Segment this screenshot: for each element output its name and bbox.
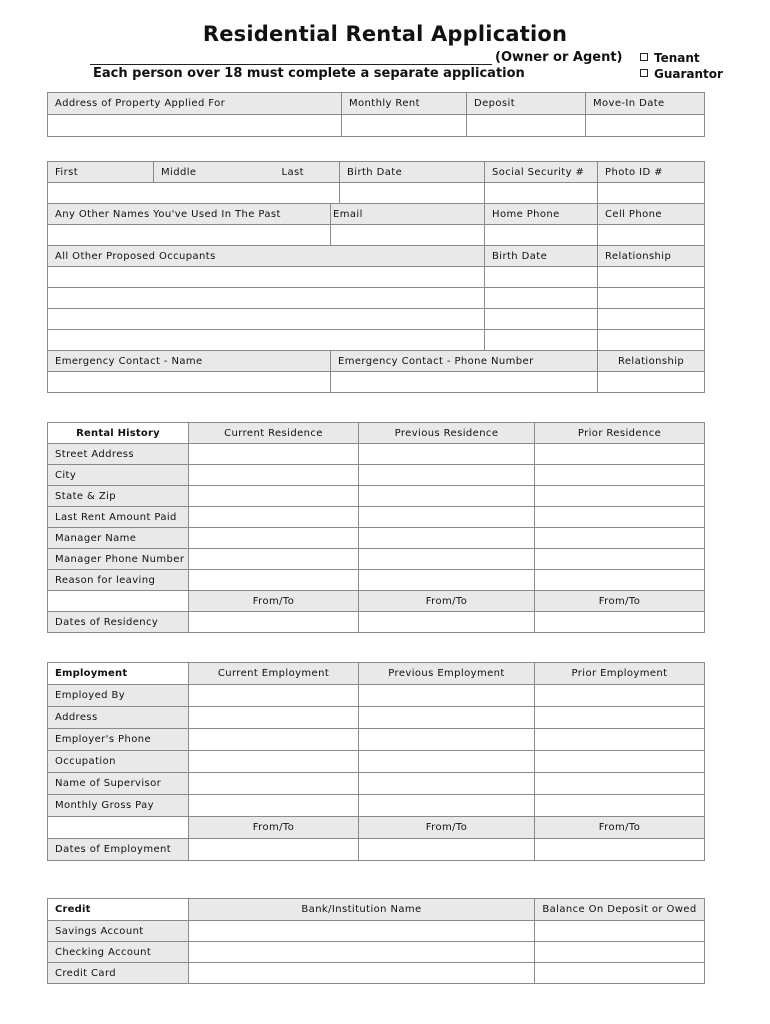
employment-from-to-header: From/To — [535, 817, 705, 839]
form-title: Residential Rental Application — [202, 22, 568, 46]
ssn-field[interactable] — [485, 183, 598, 204]
city-previous-field[interactable] — [359, 465, 535, 486]
manager-phone-current-field[interactable] — [189, 549, 359, 570]
residence-from-to-header: From/To — [189, 591, 359, 612]
dates-residency-current-field[interactable] — [189, 612, 359, 633]
employer-address-current-field[interactable] — [189, 707, 359, 729]
birth-date-header: Birth Date — [340, 162, 485, 183]
supervisor-label: Name of Supervisor — [48, 773, 189, 795]
employed-by-label: Employed By — [48, 685, 189, 707]
photo-id-field[interactable] — [598, 183, 705, 204]
email-field[interactable] — [331, 225, 485, 246]
supervisor-prior-field[interactable] — [535, 773, 705, 795]
rental-history-table — [47, 422, 705, 633]
occupant-relationship-field[interactable] — [598, 288, 705, 309]
full-name-field[interactable] — [48, 183, 340, 204]
employer-phone-prior-field[interactable] — [535, 729, 705, 751]
applicant-table — [47, 161, 705, 393]
employer-phone-label: Employer's Phone — [48, 729, 189, 751]
occupant-birth-date-header: Birth Date — [485, 246, 598, 267]
credit-card-bank-field[interactable] — [189, 963, 535, 984]
home-phone-field[interactable] — [485, 225, 598, 246]
gross-pay-label: Monthly Gross Pay — [48, 795, 189, 817]
middle-name-header: Middle — [154, 162, 275, 183]
manager-name-label: Manager Name — [48, 528, 189, 549]
state-zip-prior-field[interactable] — [535, 486, 705, 507]
occupant-name-field[interactable] — [48, 309, 485, 330]
emergency-phone-field[interactable] — [331, 372, 598, 393]
savings-balance-field[interactable] — [535, 921, 705, 942]
manager-phone-previous-field[interactable] — [359, 549, 535, 570]
deposit-header: Deposit — [467, 93, 586, 115]
owner-agent-label: (Owner or Agent) — [495, 50, 623, 65]
ssn-header: Social Security # — [485, 162, 598, 183]
employer-address-previous-field[interactable] — [359, 707, 535, 729]
emergency-name-header: Emergency Contact - Name — [48, 351, 331, 372]
emergency-relationship-field[interactable] — [598, 372, 705, 393]
gross-pay-current-field[interactable] — [189, 795, 359, 817]
dates-employment-prior-field[interactable] — [535, 839, 705, 861]
state-zip-previous-field[interactable] — [359, 486, 535, 507]
residence-from-to-header: From/To — [535, 591, 705, 612]
street-address-prior-field[interactable] — [535, 444, 705, 465]
credit-heading: Credit — [48, 899, 189, 921]
occupant-name-field[interactable] — [48, 330, 485, 351]
occupant-relationship-header: Relationship — [598, 246, 705, 267]
last-rent-previous-field[interactable] — [359, 507, 535, 528]
employed-by-current-field[interactable] — [189, 685, 359, 707]
occupation-prior-field[interactable] — [535, 751, 705, 773]
state-zip-label: State & Zip — [48, 486, 189, 507]
dates-employment-previous-field[interactable] — [359, 839, 535, 861]
city-label: City — [48, 465, 189, 486]
employment-from-to-header: From/To — [359, 817, 535, 839]
property-address-header: Address of Property Applied For — [48, 93, 342, 115]
state-zip-current-field[interactable] — [189, 486, 359, 507]
reason-leaving-current-field[interactable] — [189, 570, 359, 591]
checking-balance-field[interactable] — [535, 942, 705, 963]
last-rent-prior-field[interactable] — [535, 507, 705, 528]
manager-phone-label: Manager Phone Number — [48, 549, 189, 570]
previous-employment-header: Previous Employment — [359, 663, 535, 685]
occupant-name-field[interactable] — [48, 288, 485, 309]
employer-address-prior-field[interactable] — [535, 707, 705, 729]
occupant-relationship-field[interactable] — [598, 330, 705, 351]
dates-employment-label: Dates of Employment — [48, 839, 189, 861]
guarantor-checkbox[interactable] — [640, 69, 648, 77]
occupant-birth-date-field[interactable] — [485, 288, 598, 309]
checking-account-label: Checking Account — [48, 942, 189, 963]
gross-pay-prior-field[interactable] — [535, 795, 705, 817]
employment-heading: Employment — [48, 663, 189, 685]
tenant-label: Tenant — [654, 51, 700, 65]
manager-name-current-field[interactable] — [189, 528, 359, 549]
birth-date-field[interactable] — [340, 183, 485, 204]
bank-name-header: Bank/Institution Name — [189, 899, 535, 921]
employment-from-to-header: From/To — [189, 817, 359, 839]
manager-phone-prior-field[interactable] — [535, 549, 705, 570]
savings-bank-field[interactable] — [189, 921, 535, 942]
other-names-field[interactable] — [48, 225, 331, 246]
guarantor-label: Guarantor — [654, 67, 723, 81]
property-address-field[interactable] — [48, 115, 342, 137]
email-header: Email — [331, 204, 485, 225]
monthly-rent-header: Monthly Rent — [342, 93, 467, 115]
occupation-current-field[interactable] — [189, 751, 359, 773]
current-residence-header: Current Residence — [189, 423, 359, 444]
supervisor-previous-field[interactable] — [359, 773, 535, 795]
residence-from-to-header: From/To — [359, 591, 535, 612]
credit-table — [47, 898, 705, 984]
dates-residency-prior-field[interactable] — [535, 612, 705, 633]
move-in-date-field[interactable] — [586, 115, 705, 137]
cell-phone-field[interactable] — [598, 225, 705, 246]
last-rent-current-field[interactable] — [189, 507, 359, 528]
reason-leaving-label: Reason for leaving — [48, 570, 189, 591]
move-in-date-header: Move-In Date — [586, 93, 705, 115]
cell-phone-header: Cell Phone — [598, 204, 705, 225]
employer-address-label: Address — [48, 707, 189, 729]
property-table — [47, 92, 705, 137]
emergency-phone-header: Emergency Contact - Phone Number — [331, 351, 598, 372]
photo-id-header: Photo ID # — [598, 162, 705, 183]
street-address-previous-field[interactable] — [359, 444, 535, 465]
prior-employment-header: Prior Employment — [535, 663, 705, 685]
manager-name-previous-field[interactable] — [359, 528, 535, 549]
credit-card-balance-field[interactable] — [535, 963, 705, 984]
supervisor-current-field[interactable] — [189, 773, 359, 795]
occupants-header: All Other Proposed Occupants — [48, 246, 485, 267]
emergency-relationship-header: Relationship — [598, 351, 705, 372]
dates-residency-label: Dates of Residency — [48, 612, 189, 633]
employed-by-previous-field[interactable] — [359, 685, 535, 707]
last-rent-label: Last Rent Amount Paid — [48, 507, 189, 528]
previous-residence-header: Previous Residence — [359, 423, 535, 444]
occupation-previous-field[interactable] — [359, 751, 535, 773]
tenant-checkbox[interactable] — [640, 53, 648, 61]
last-name-header: Last — [275, 162, 340, 183]
employer-phone-current-field[interactable] — [189, 729, 359, 751]
deposit-field[interactable] — [467, 115, 586, 137]
emergency-name-field[interactable] — [48, 372, 331, 393]
blank-cell — [48, 817, 189, 839]
occupant-birth-date-field[interactable] — [485, 309, 598, 330]
reason-leaving-prior-field[interactable] — [535, 570, 705, 591]
savings-account-label: Savings Account — [48, 921, 189, 942]
dates-employment-current-field[interactable] — [189, 839, 359, 861]
separate-application-notice: Each person over 18 must complete a separate application — [93, 66, 525, 81]
credit-card-label: Credit Card — [48, 963, 189, 984]
rental-history-heading: Rental History — [48, 423, 189, 444]
dates-residency-previous-field[interactable] — [359, 612, 535, 633]
gross-pay-previous-field[interactable] — [359, 795, 535, 817]
employer-phone-previous-field[interactable] — [359, 729, 535, 751]
street-address-label: Street Address — [48, 444, 189, 465]
prior-residence-header: Prior Residence — [535, 423, 705, 444]
other-names-header: Any Other Names You've Used In The Past — [48, 204, 331, 225]
street-address-current-field[interactable] — [189, 444, 359, 465]
balance-header: Balance On Deposit or Owed — [535, 899, 705, 921]
monthly-rent-field[interactable] — [342, 115, 467, 137]
city-current-field[interactable] — [189, 465, 359, 486]
occupation-label: Occupation — [48, 751, 189, 773]
checking-bank-field[interactable] — [189, 942, 535, 963]
manager-name-prior-field[interactable] — [535, 528, 705, 549]
city-prior-field[interactable] — [535, 465, 705, 486]
home-phone-header: Home Phone — [485, 204, 598, 225]
current-employment-header: Current Employment — [189, 663, 359, 685]
occupant-relationship-field[interactable] — [598, 309, 705, 330]
first-name-header: First — [48, 162, 154, 183]
occupant-name-field[interactable] — [48, 267, 485, 288]
employment-table — [47, 662, 705, 861]
blank-cell — [48, 591, 189, 612]
occupant-relationship-field[interactable] — [598, 267, 705, 288]
employed-by-prior-field[interactable] — [535, 685, 705, 707]
occupant-birth-date-field[interactable] — [485, 330, 598, 351]
occupant-birth-date-field[interactable] — [485, 267, 598, 288]
tenant-option[interactable] — [640, 51, 700, 65]
owner-agent-line[interactable] — [90, 64, 492, 65]
reason-leaving-previous-field[interactable] — [359, 570, 535, 591]
guarantor-option[interactable] — [640, 67, 723, 81]
